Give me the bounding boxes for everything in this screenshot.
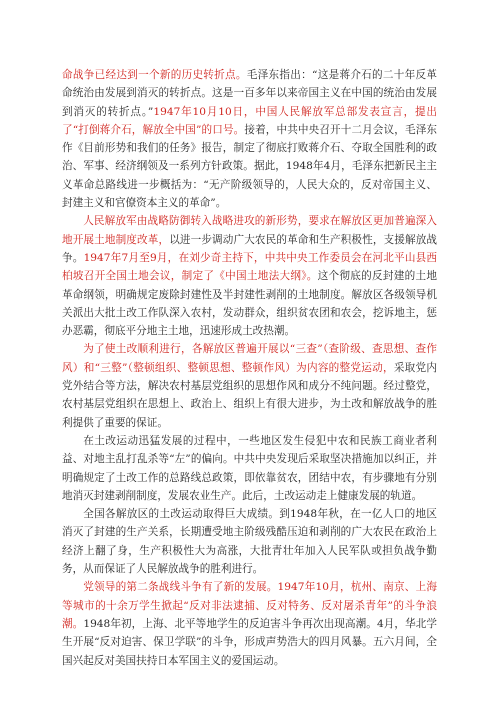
document-body [62,66,437,670]
text-run: 为了使土改顺利进行，各解放区普遍开展以“三查”（查阶级、查思想、查作风）和“三整”（整顿组织、整顿思想、整顿作风）为内容的整党运动， [62,343,437,374]
text-run: 1948年初，上海、北平等地学生的反迫害斗争再次出现高潮。4月，华北学生开展“反对迫害、保卫学联”的斗争，形成声势浩大的四月风暴。五六月间，全国兴起反对美国扶持日本军国主义的爱国运动。 [62,617,437,667]
text-run: 党领导的第二条战线斗争有了新的发展。1947年10月，杭州、南京、上海等城市的十余万学生掀起“反对非法逮捕、反对特务、反对屠杀青年”的斗争浪潮。 [62,581,437,630]
text-run: 这个彻底的反封建的土地革命纲领，明确规定废除封建性及半封建性剥削的土地制度。解放区各级领导机关派出大批土改工作队深入农村，发动群众，组织贫农团和农会，挖诉地主，惩办恶霸，彻底平分地主土地，迅速形成土改热潮。 [62,270,438,338]
text-run: 全国各解放区的土改运动取得巨大成绩。到1948年秋，在一亿人口的地区消灭了封建的生产关系，长期遭受地主阶级残酷压迫和剥削的广大农民在政治上经济上翻了身，生产积极性大为高涨，大批青壮年加入人民军队或担负战争勤务，从而保证了人民解放战争的胜利进行。 [62,508,437,576]
paragraph-6 [62,578,437,669]
text-run: 命战争已经达到一个新的历史转折点。 [62,69,247,81]
text-run: 人民解放军由战略防御转入战略进攻的新形势，要求在解放区更加普遍深入地开展土地制度改革， [62,215,437,246]
text-run: 采取党内党外结合等方法，解决农村基层党组织的思想作风和成分不纯问题。经过整党，农村基层党组织在思想上、政治上、组织上有很大进步，为土改和解放战争的胜利提供了重要的保证。 [62,361,437,429]
paragraph-3 [62,340,437,431]
text-run: 在土改运动迅猛发展的过程中，一些地区发生侵犯中农和民族工商业者利益、对地主乱打乱杀等“左”的偏向。中共中央发现后采取坚决措施加以纠正，并明确规定了土改工作的总路线总政策，即依靠贫农，团结中农，有步骤地有分别地消灭封建剥削制度，发展农业生产。此后，土改运动走上健康发展的轨道。 [62,434,437,502]
text-run: 1947年10月10日，中国人民解放军总部发表宣言，提出了“打倒蒋介石，解放全中国”的口号。 [62,105,437,136]
text-run: 以进一步调动广大农民的革命和生产积极性，支援解放战争。 [62,233,438,264]
paragraph-4 [62,432,437,505]
paragraph-5 [62,505,437,578]
paragraph-1 [62,66,437,212]
text-run: 毛泽东指出：“这是蒋介石的二十年反革命统治由发展到消灭的转折点。这是一百多年以来帝国主义在中国的统治由发展到消灭的转折点。” [62,69,438,118]
paragraph-2 [62,212,437,340]
text-run: 接着，中共中央召开十二月会议，毛泽东作《目前形势和我们的任务》报告，制定了彻底打败蒋介石、夺取全国胜利的政治、军事、经济纲领及一系列方针政策。据此，1948年4月，毛泽东把新民主主义革命总路线进一步概括为：“无产阶级领导的，人民大众的，反对帝国主义、封建主义和官僚资本主义的革命”。 [62,123,437,210]
text-run: 1947年7月至9月，在刘少奇主持下，中共中央工作委员会在河北平山县西柏坡召开全国土地会议，制定了《中国土地法大纲》。 [62,251,437,283]
